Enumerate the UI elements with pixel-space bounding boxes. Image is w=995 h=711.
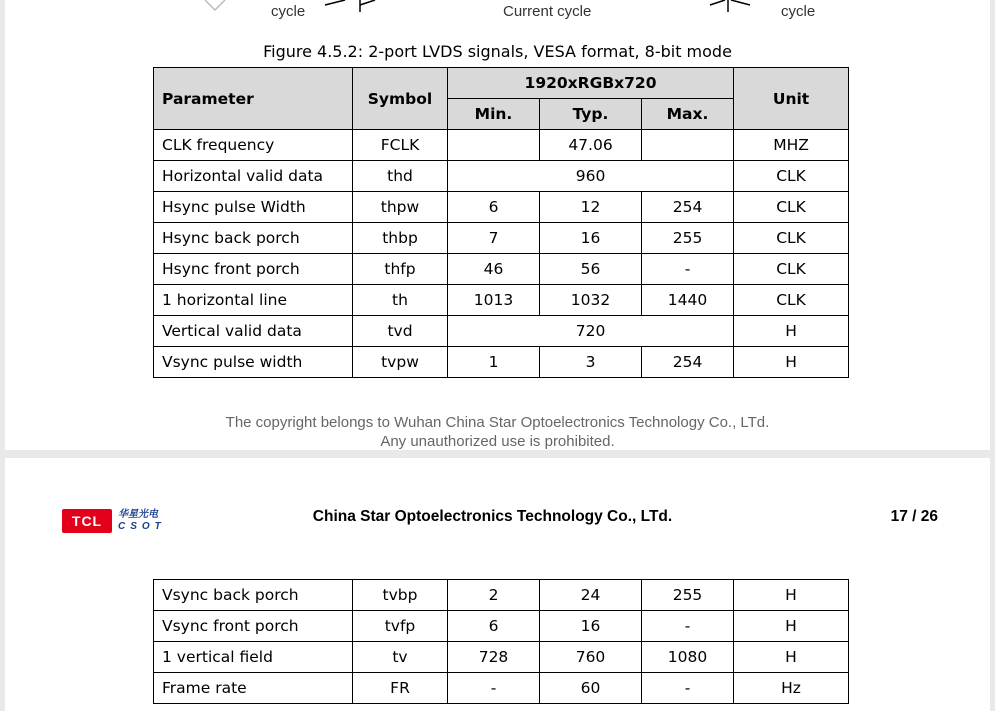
cell-param: Frame rate xyxy=(154,673,353,704)
header-parameter: Parameter xyxy=(154,68,353,130)
cell-merged: 720 xyxy=(448,316,734,347)
cell-max: 1080 xyxy=(642,642,734,673)
header-typ: Typ. xyxy=(540,99,642,130)
table-row xyxy=(154,161,849,192)
cell-typ: 3 xyxy=(540,347,642,378)
cell-param: 1 horizontal line xyxy=(154,285,353,316)
cell-param: 1 vertical field xyxy=(154,642,353,673)
figure-caption: Figure 4.5.2: 2-port LVDS signals, VESA format, 8-bit mode xyxy=(263,42,732,61)
cell-param: Vertical valid data xyxy=(154,316,353,347)
cell-max: - xyxy=(642,254,734,285)
cell-unit: CLK xyxy=(734,161,849,192)
cell-unit: CLK xyxy=(734,285,849,316)
cell-param: Horizontal valid data xyxy=(154,161,353,192)
cell-min: 6 xyxy=(448,611,540,642)
cell-typ: 12 xyxy=(540,192,642,223)
cell-min: 6 xyxy=(448,192,540,223)
cell-typ: 47.06 xyxy=(540,130,642,161)
table-row xyxy=(154,347,849,378)
cell-unit: MHZ xyxy=(734,130,849,161)
cell-max: 255 xyxy=(642,580,734,611)
document-page-2 xyxy=(5,458,990,711)
table-row xyxy=(154,673,849,704)
company-header: China Star Optoelectronics Technology Co., LTd. xyxy=(312,508,673,525)
right-cycle-label: cycle xyxy=(781,3,816,20)
table-row xyxy=(154,285,849,316)
cell-symbol: tv xyxy=(353,642,448,673)
cell-min: 1013 xyxy=(448,285,540,316)
cell-min: 2 xyxy=(448,580,540,611)
cell-symbol: FR xyxy=(353,673,448,704)
current-cycle-label: Current cycle xyxy=(503,3,592,20)
cell-min: 728 xyxy=(448,642,540,673)
cell-typ: 16 xyxy=(540,223,642,254)
cell-symbol: tvd xyxy=(353,316,448,347)
cell-unit: CLK xyxy=(734,192,849,223)
lvds-timing-table-continued xyxy=(153,579,849,704)
cell-param: Vsync pulse width xyxy=(154,347,353,378)
cell-param: Hsync pulse Width xyxy=(154,192,353,223)
cell-symbol: thd xyxy=(353,161,448,192)
page-number: 17 / 26 xyxy=(890,508,938,525)
table-row xyxy=(154,130,849,161)
cell-unit: CLK xyxy=(734,254,849,285)
cell-typ: 60 xyxy=(540,673,642,704)
cell-max: 254 xyxy=(642,192,734,223)
cell-typ: 24 xyxy=(540,580,642,611)
cell-max xyxy=(642,130,734,161)
cell-symbol: thfp xyxy=(353,254,448,285)
cell-unit: H xyxy=(734,642,849,673)
cell-unit: CLK xyxy=(734,223,849,254)
cell-unit: H xyxy=(734,347,849,378)
cell-typ: 1032 xyxy=(540,285,642,316)
cell-merged: 960 xyxy=(448,161,734,192)
cell-typ: 56 xyxy=(540,254,642,285)
cell-symbol: tvpw xyxy=(353,347,448,378)
cell-unit: H xyxy=(734,580,849,611)
cell-symbol: thbp xyxy=(353,223,448,254)
lvds-timing-table xyxy=(153,67,849,378)
cell-param: CLK frequency xyxy=(154,130,353,161)
table-row xyxy=(154,254,849,285)
cell-symbol: thpw xyxy=(353,192,448,223)
header-symbol: Symbol xyxy=(353,68,448,130)
header-unit: Unit xyxy=(734,68,849,130)
copyright-notice xyxy=(5,413,990,451)
cell-min: 46 xyxy=(448,254,540,285)
cell-typ: 760 xyxy=(540,642,642,673)
cell-unit: H xyxy=(734,611,849,642)
cell-unit: H xyxy=(734,316,849,347)
cell-unit: Hz xyxy=(734,673,849,704)
table-row xyxy=(154,192,849,223)
copyright-line-1: The copyright belongs to Wuhan China Star Optoelectronics Technology Co., LTd. xyxy=(225,414,770,431)
cell-min xyxy=(448,130,540,161)
tcl-logo: TCL xyxy=(62,509,112,533)
cell-symbol: FCLK xyxy=(353,130,448,161)
csot-logo-chinese: 华星光电 xyxy=(118,509,158,520)
cell-param: Hsync front porch xyxy=(154,254,353,285)
cell-param: Hsync back porch xyxy=(154,223,353,254)
timing-diagram-lines xyxy=(5,0,990,30)
cell-symbol: th xyxy=(353,285,448,316)
table-row xyxy=(154,642,849,673)
cell-max: - xyxy=(642,673,734,704)
csot-logo-english: CSOT xyxy=(118,521,166,532)
header-max: Max. xyxy=(642,99,734,130)
document-page-1 xyxy=(5,0,990,450)
cell-max: 1440 xyxy=(642,285,734,316)
left-cycle-label: cycle xyxy=(271,3,306,20)
cell-min: 7 xyxy=(448,223,540,254)
copyright-line-2: Any unauthorized use is prohibited. xyxy=(380,433,615,450)
cell-min: - xyxy=(448,673,540,704)
cell-symbol: tvbp xyxy=(353,580,448,611)
cell-max: 255 xyxy=(642,223,734,254)
timing-diagram-fragment xyxy=(5,0,990,30)
cell-param: Vsync front porch xyxy=(154,611,353,642)
table-row xyxy=(154,316,849,347)
cell-min: 1 xyxy=(448,347,540,378)
table-row xyxy=(154,611,849,642)
cell-symbol: tvfp xyxy=(353,611,448,642)
header-resolution: 1920xRGBx720 xyxy=(448,68,734,99)
cell-param: Vsync back porch xyxy=(154,580,353,611)
table-body-page2 xyxy=(154,580,849,704)
table-row xyxy=(154,223,849,254)
cell-typ: 16 xyxy=(540,611,642,642)
table-row xyxy=(154,580,849,611)
cell-max: - xyxy=(642,611,734,642)
table-body-page1 xyxy=(154,130,849,378)
cell-max: 254 xyxy=(642,347,734,378)
header-min: Min. xyxy=(448,99,540,130)
